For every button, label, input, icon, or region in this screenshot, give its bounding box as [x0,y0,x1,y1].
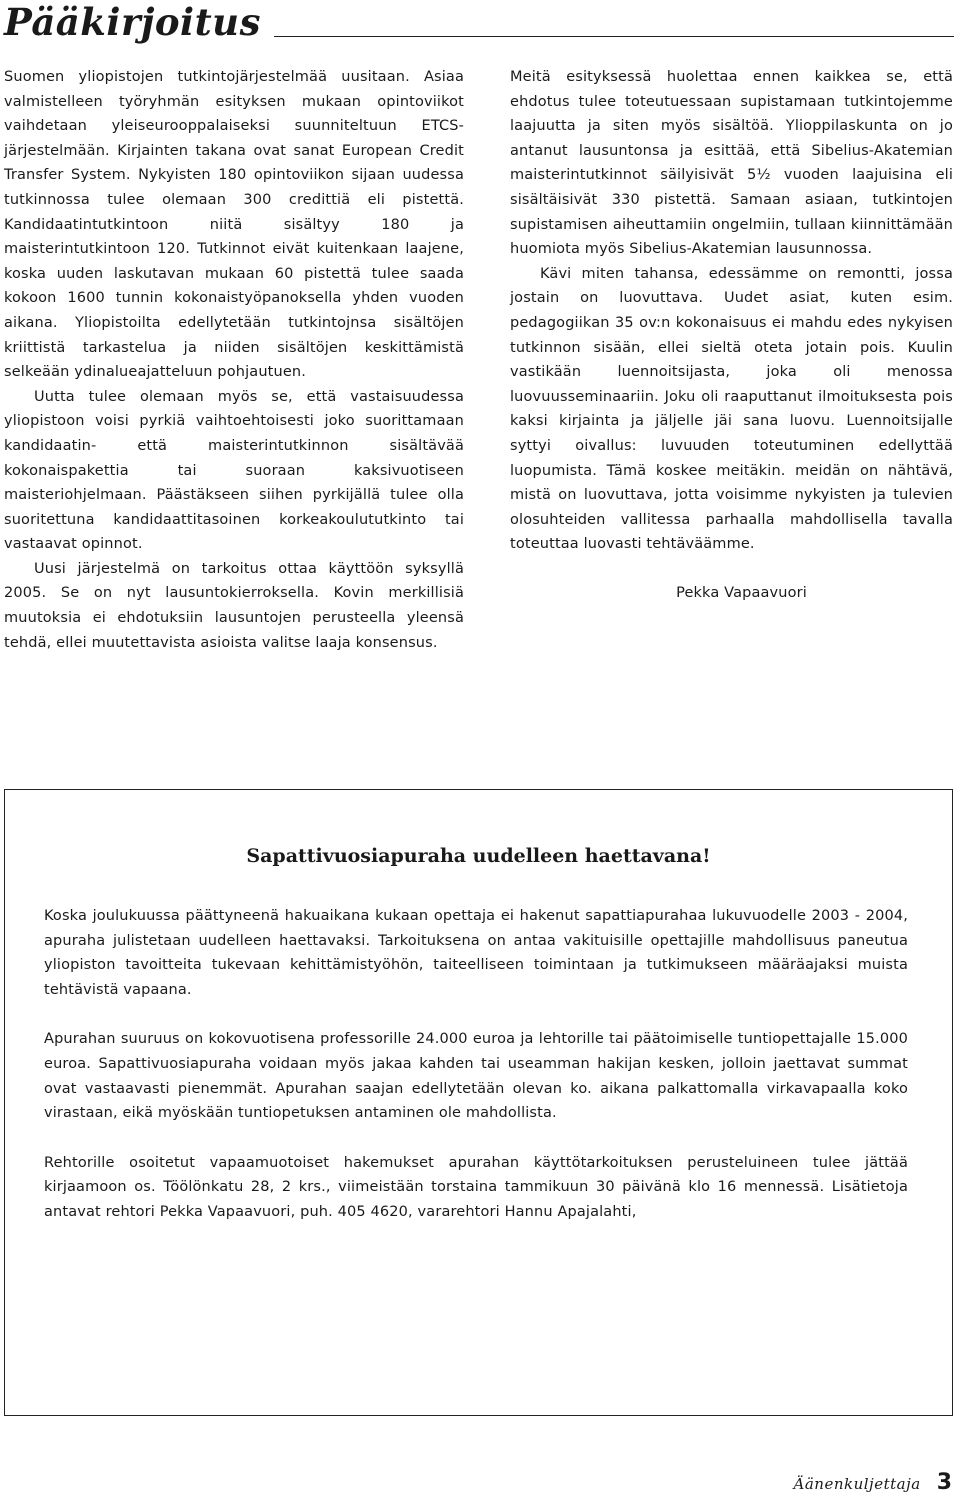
notice-paragraph-3: Rehtorille osoitetut vapaamuotoiset hakemukset apurahan käyttötarkoituksen perusteluineen tulee jättää kirjaamoon os. Töölönkatu 28, 2 krs., viimeistään torstaina tammikuun 30 päivänä klo 16 mennessä. Lisätietoja antavat rehtori Pekka Vapaavuori, puh. 405 4620, vararehtori Hannu Apajalahti, [44,1154,908,1220]
publication-name: Äänenkuljettaja [793,1475,921,1493]
heading-rule [274,36,954,37]
left-paragraph-2: Uutta tulee olemaan myös se, että vastaisuudessa yliopistoon voisi pyrkiä vaihtoehtoisesti joko suorittamaan kandidaatin- että maisterintutkinnon sisältävää kokonaispakettia tai suoraan kaksivuotiseen maisteriohjelmaan. Päästäkseen siihen pyrkijällä tulee olla suoritettuna kandidaattitasoinen korkeakoulututkinto tai vastaavat opinnot. [4,388,464,553]
right-paragraph-2: Kävi miten tahansa, edessämme on remontti, jossa jostain on luovuttava. Uudet asiat, kuten esim. pedagogiikan 35 ov:n kokonaisuus ei mahdu edes nykyisen tutkinnon sisään, ellei sieltä oteta jotain pois. Kuulin vastikään luennoitsijasta, joka oli menossa luovuusseminaariin. Joku oli raaputtanut ilmoituksesta pois kaksi kirjainta ja jäljelle jäi sana luovu. Luennoitsijalle syttyi oivallus: luvuuden toteutuminen edellyttää luopumista. Tämä koskee meitäkin. meidän on nähtävä, mistä on luovuttava, jotta voisimme nykyisten ja tulevien olosuhteiden vallitessa parhaalla mahdollisella tavalla toteuttaa luovasti tehtäväämme. [510,265,953,553]
notice-title: Sapattivuosiapuraha uudelleen haettavana! [246,845,711,867]
notice-paragraph-1: Koska joulukuussa päättyneenä hakuaikana kukaan opettaja ei hakenut sapattiapurahaa lukuvuodelle 2003 - 2004, apuraha julistetaan uudelleen haettavaksi. Tarkoituksena on antaa vakituisille opettajille mahdollisuus paneutua yliopiston tavoitteita tukevaan kehittämistyöhön, taiteelliseen toimintaan ja tutkimukseen määräajaksi muista tehtävistä vapaana. [44,908,908,998]
left-paragraph-3: Uusi järjestelmä on tarkoitus ottaa käyttöön syksyllä 2005. Se on nyt lausuntokierroksella. Kovin merkillisiä muutoksia ei ehdotuksiin lausuntojen perusteella yleensä tehdä, ellei muutettavista asioista valitse laaja konsensus. [4,560,464,651]
page-heading: Pääkirjoitus [4,0,261,44]
left-column [4,65,464,655]
right-column [510,65,953,605]
left-paragraph-1: Suomen yliopistojen tutkintojärjestelmää uusitaan. Asiaa valmistelleen työryhmän esityksen mukaan opintoviikot vaihdetaan yleiseurooppalaiseksi suunniteltuun ETCS-järjestelmään. Kirjainten takana ovat sanat European Credit Transfer System. Nykyisten 180 opintoviikon sijaan uudessa tutkinnossa tulee olemaan 300 credittiä eli pistettä. Kandidaatintutkintoon niitä sisältyy 180 ja maisterintutkintoon 120. Tutkinnot eivät kuitenkaan laajene, koska uuden laskutavan mukaan 60 pistettä tulee saada kokoon 1600 tunnin kokonaistyöpanoksella yhden vuoden aikana. Yliopistoilta edellytetään tutkintojnsa sisältöjen kriittistä tarkastelua ja niiden sisältöjen keskittämistä selkeään ydinalueajatteluun pohjautuen. [4,69,464,381]
page-number: 3 [936,1470,952,1495]
notice-body [44,904,908,1250]
heading-row [4,0,954,48]
page-footer [794,1470,952,1500]
right-paragraph-1: Meitä esityksessä huolettaa ennen kaikkea se, että ehdotus tulee toteutuessaan supistamaan tutkintojemme laajuutta ja siten myös sisältöä. Ylioppilaskunta on jo antanut lausuntonsa ja esittää, että Sibelius-Akatemian maisterintutkinnot säilyisivät 5½ vuoden laajuisina eli sisältäisivät 330 pistettä. Samaan asiaan, tutkintojen supistamisen aiheuttamiin ongelmiin, tullaan kiinnittämään huomiota myös Sibelius-Akatemian lausunnossa. [510,69,953,258]
author-signature: Pekka Vapaavuori [676,584,807,601]
notice-paragraph-2: Apurahan suuruus on kokovuotisena professorille 24.000 euroa ja lehtorille tai päätoimiselle tuntiopettajalle 15.000 euroa. Sapattivuosiapuraha voidaan myös jakaa kahden tai useamman hakijan kesken, jolloin jaettavat summat ovat vastaavasti pienemmät. Apurahan saajan edellytetään olevan ko. aikana palkattomalla virkavapaalla koko virastaan, eikä myöskään tuntiopetuksen antaminen ole mahdollista. [44,1031,908,1122]
notice-box [4,789,953,1416]
